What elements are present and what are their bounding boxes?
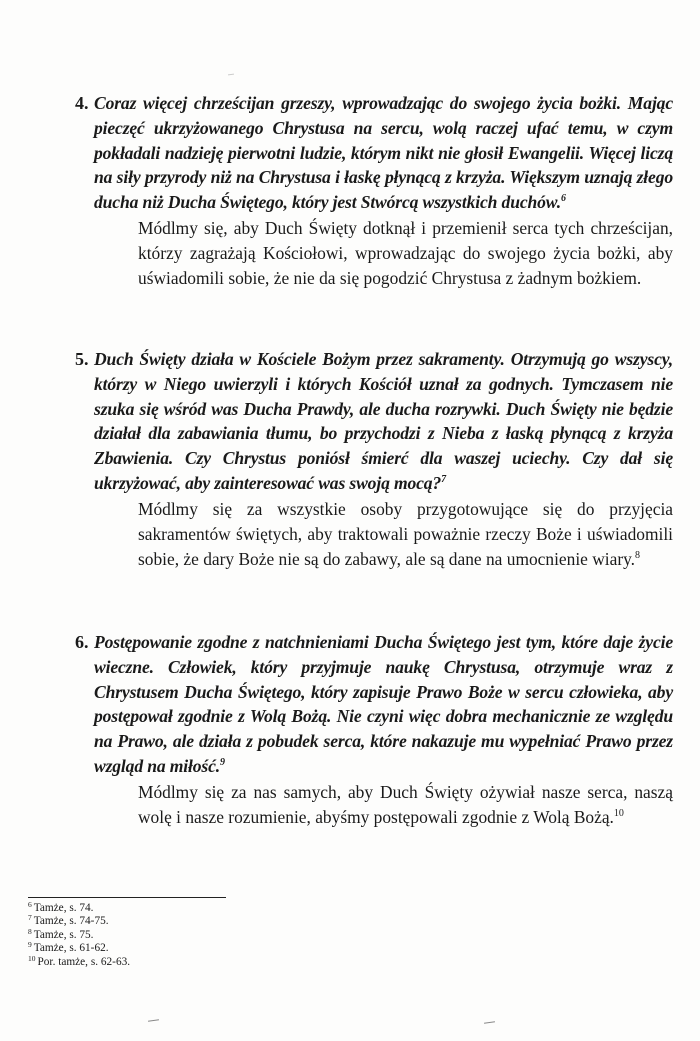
- footnote-8: $^8$ Tamże, s. 75.: [28, 926, 94, 941]
- footnote-ref: 10: [613, 807, 624, 819]
- footnotes: [28, 902, 130, 969]
- item-number: 6.: [75, 632, 89, 652]
- numbered-item-6: [75, 630, 673, 830]
- numbered-item-4: [75, 91, 673, 292]
- scan-mark-bottom-right: [484, 1021, 495, 1024]
- item-number: 4.: [75, 93, 89, 113]
- footnote-ref: 8: [635, 550, 641, 562]
- footnote-6: $^6$ Tamże, s. 74.: [28, 900, 94, 914]
- footnote-7: $^7$ Tamże, s. 74-75.: [28, 913, 109, 928]
- footnote-9: $^9$ Tamże, s. 61-62.: [28, 940, 109, 955]
- scan-mark-top: [228, 74, 234, 76]
- prayer-paragraph: Módlmy się, aby Duch Święty dotknął i przemienił serca tych chrześcijan, którzy zagrażają Kościołowi, wprowadzając do swojego życia bożki, aby uświadomili sobie, że nie da się pogodzić Chrystusa z żadnym bożkiem.: [138, 217, 673, 289]
- scan-mark-bottom-left: [148, 1019, 159, 1022]
- footnote-ref: 9: [220, 756, 225, 768]
- item-text: Duch Święty działa w Kościele Bożym przez sakramenty. Otrzymują go wszyscy, którzy w Niego uwierzyli i których Kościół uznał za godnych. Tymczasem nie szuka się wśród was Ducha Prawdy, ale ducha rozrywki. Duch Święty nie będzie działał dla zabawiania tłumu, bo przychodzi z Nieba z łaską płynącą z krzyża Zbawienia. Czy Chrystus poniósł śmierć dla waszej uciechy. Czy dał się ukrzyżować, aby zainteresować was swoją mocą?$^7$: [94, 349, 673, 493]
- item-text: Coraz więcej chrześcijan grzeszy, wprowadzając do swojego życia bożki. Mając pieczęć ukrzyżowanego Chrystusa na sercu, wolą raczej ufać temu, w czym pokładali nadzieję pierwotni ludzie, którym nikt nie głosił Ewangelii. Więcej liczą na siły przyrody niż na Chrystusa i łaskę płynącą z krzyża. Większym uznają złego ducha niż Ducha Świętego, który jest Stwórcą wszystkich duchów.$^6$: [94, 93, 673, 213]
- footnote-ref: 7: [441, 473, 446, 485]
- prayer-paragraph: Módlmy się za nas samych, aby Duch Święty ożywiał nasze serca, naszą wolę i nasze rozumienie, abyśmy postępowali zgodnie z Wolą Bożą.$^{10}$: [138, 781, 673, 827]
- footnote-10: $^{10}$ Por. tamże, s. 62-63.: [28, 953, 131, 968]
- prayer-paragraph: Módlmy się za wszystkie osoby przygotowujące się do przyjęcia sakramentów świętych, aby traktowali poważnie rzeczy Boże i uświadomili sobie, że dary Boże nie są do zabawy, ale są dane na umocnienie wiary.$^8$: [138, 498, 673, 570]
- numbered-item-5: [75, 347, 673, 572]
- item-number: 5.: [75, 349, 89, 369]
- item-text: Postępowanie zgodne z natchnieniami Ducha Świętego jest tym, które daje życie wieczne. Człowiek, który przyjmuje naukę Chrystusa, otrzymuje wraz z Chrystusem Ducha Świętego, który zapisuje Prawo Boże w sercu człowieka, aby postępował zgodnie z Wolą Bożą. Nie czyni więc dobra mechanicznie ze względu na Prawo, ale działa z pobudek serca, które nakazuje mu wypełniać Prawo przez wzgląd na miłość.$^9$: [94, 632, 673, 776]
- footnote-ref: 6: [560, 193, 566, 205]
- footnote-separator: [28, 897, 226, 898]
